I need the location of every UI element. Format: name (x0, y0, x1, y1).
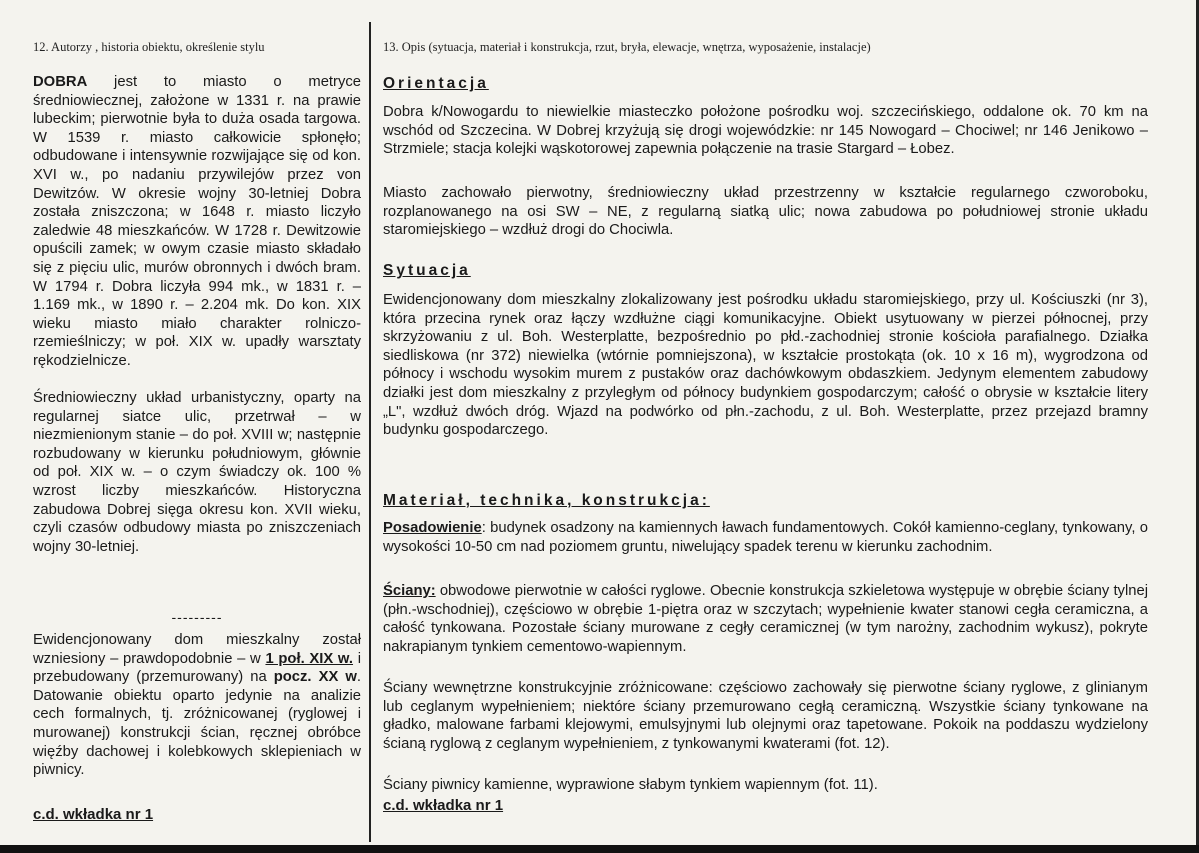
situation-paragraph: Ewidencjonowany dom mieszkalny zlokalizowany jest pośrodku układu staromiejskiego, przy ul. Kościuszki (nr 3), która przecina rynek oraz łączy wzdłużne ciągi komunikacyjne. Obiekt usytuowany w pierzei północnej, przy skrzyżowaniu z ul. Boh. Westerplatte, bezpośrednio po płd.-zachodniej stronie kościoła parafialnego. Działka siedliskowa (nr 372) niewielka (wtórnie pomniejszona), w kształcie prostokąta (ok. 10 x 16 m), wygrodzona od północy i wschodu wysokim murem z pustaków oraz dachówkowym obdaszkiem. Jedynym elementem zabudowy działki jest dom mieszkalny z przyległym od północy budynkiem gospodarczym; całość o obrysie w kształcie litery „L", wzdłuż dwóch dróg. Wjazd na podwórko od płn.-zachodu, z ul. Boh. Westerplatte, przez przejazd bramny budynku gospodarczego. (383, 292, 1148, 439)
inner-walls-paragraph: Ściany wewnętrzne konstrukcyjnie zróżnicowane: częściowo zachowały się pierwotne ściany ryglowe, z glinianym lub ceglanym wypełnieniem; niektóre ściany przemurowano cegłą ceramiczną. Wszystkie ściany tynkowane na gładko, malowane farbami klejowymi, emulsyjnymi lub olejnymi oraz tapetowane. Pokoik na poddaszu wydzielony ścianą ryglową z ceglanym wypełnieniem, z tynkowanymi kwaterami (fot. 12). (383, 680, 1148, 752)
dating-paragraph: Ewidencjonowany dom mieszkalny został wzniesiony – prawdopodobnie – w 1 poł. XIX w. i przebudowany (przemurowany) na pocz. XX w. Datowanie obiektu oparto jedynie na analizie cech formalnych, tj. zróżnicowanej (ryglowej i murowanej) konstrukcji ścian, ręcznej obróbce więźby dachowej i kolebkowych sklepieniach w piwnicy. (33, 632, 362, 779)
walls-label: Ściany: (383, 583, 436, 599)
urban-layout-paragraph: Średniowieczny układ urbanistyczny, oparty na regularnej siatce ulic, przetrwał – w niezmienionym stanie – do poł. XVIII w; następnie rozbudowany w kierunku południowym, głównie od poł. XIX w. – o czym świadczy ok. 100 % wzrost liczby mieszkańców. Historyczna zabudowa Dobrej sięga okresu kon. XVII wieku, czyli czasów odbudowy miasta po zniszczeniach wojny 30-letniej. (33, 390, 361, 555)
continued-note-left: c.d. wkładka nr 1 (33, 806, 154, 823)
page-edge-bottom (0, 845, 1199, 853)
orientation-heading: Orientacja (383, 75, 489, 92)
separator: --------- (171, 609, 223, 625)
walls-paragraph: Ściany: obwodowe pierwotnie w całości ryglowe. Obecnie konstrukcja szkieletowa występuje w obrębie ściany tylnej (płn.-wschodniej), częściowo w obrębie 1-piętra oraz w szczytach; wypełnienie kwater stanowi cegła ceramiczna, a całość tynkowana. Pozostałe ściany murowane z cegły ceramicznej (w tym narożny, zachodnim wykusz), pokryte nakrapianym tynkiem cementowo-wapiennym. (383, 583, 1148, 655)
orientation-paragraph-2: Miasto zachowało pierwotny, średniowieczny układ przestrzenny w kształcie regularnego czworoboku, rozplanowanego na osi SW – NE, z regularną siatką ulic; nowa zabudowa po południowej stronie układu staromiejskiego – wzdłuż drogi do Chociwla. (383, 185, 1148, 239)
section-12-header: 12. Autorzy , historia obiektu, określenie stylu (33, 40, 265, 54)
column-divider (369, 22, 371, 842)
orientation-paragraph-1: Dobra k/Nowogardu to niewielkie miasteczko położone pośrodku woj. szczecińskiego, oddalone ok. 70 km na wschód od Szczecina. W Dobrej krzyżują się drogi wojewódzkie: nr 145 Nowogard – Chociwel; nr 146 Jenikowo – Strzmiele; stacja kolejki wąskotorowej zapewnia połączenie na trasie Stargard – Łobez. (383, 104, 1148, 158)
foundation-paragraph: Posadowienie: budynek osadzony na kamiennych ławach fundamentowych. Cokół kamienno-ceglany, tynkowany, o wysokości 10-50 cm nad poziomem gruntu, niwelujący spadek terenu w kierunku zachodnim. (383, 520, 1148, 555)
foundation-label: Posadowienie (383, 520, 482, 536)
situation-heading: Sytuacja (383, 262, 471, 279)
section-13-header: 13. Opis (sytuacja, materiał i konstrukcja, rzut, bryła, elewacje, wnętrza, wyposażenie, instalacje) (383, 40, 871, 54)
history-paragraph: DOBRA jest to miasto o metryce średniowiecznej, założone w 1331 r. na prawie lubeckim; pierwotnie była to duża osada targowa. W 1539 r. miasto całkowicie spłonęło; odbudowane i intensywnie rozwijające się od kon. XVI w., po nadaniu przywilejów przez von Dewitzów. W okresie wojny 30-letniej Dobra została zniszczona; w 1648 r. miasto liczyło zaledwie 48 mieszkańców. W 1728 r. Dewitzowie opuścili zamek; w owym czasie miasto składało się z pięciu ulic, murów obronnych i dwóch bram. W 1794 r. Dobra liczyła 994 mk., w 1831 r. – 1.169 mk., w 1890 r. – 2.204 mk. Do kon. XIX wieku miasto miało charakter rolniczo-rzemieślniczy; w poł. XIX w. upadły warsztaty rękodzielnicze. (33, 74, 361, 369)
cellar-walls-paragraph: Ściany piwnicy kamienne, wyprawione słabym tynkiem wapiennym (fot. 11). (383, 777, 878, 793)
town-name: DOBRA (33, 74, 88, 90)
continued-note-right: c.d. wkładka nr 1 (383, 797, 504, 814)
material-heading: Materiał, technika, konstrukcja: (383, 492, 710, 509)
